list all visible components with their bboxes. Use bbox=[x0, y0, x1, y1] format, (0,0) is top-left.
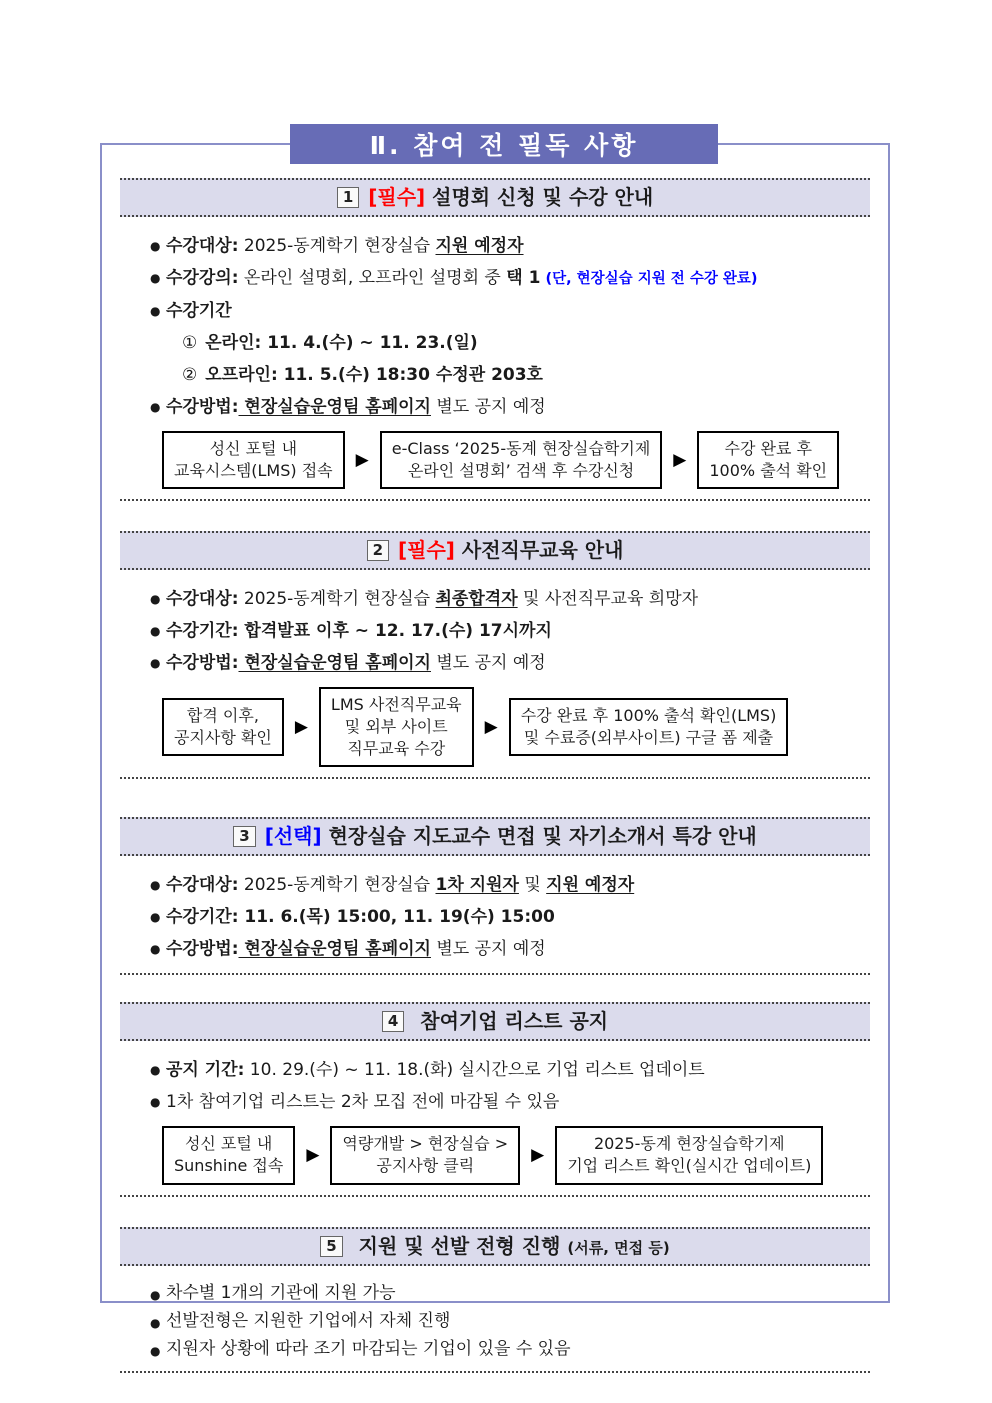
bullet-icon: ● bbox=[150, 592, 161, 607]
section-2-bullet-list bbox=[120, 583, 870, 679]
bullet-course: ● 수강강의: 온라인 설명회, 오프라인 설명회 중 택 1 (단, 현장실습 지원 전 수강 완료) bbox=[150, 262, 870, 295]
sub-item-online: ① 온라인: 11. 4.(수) ~ 11. 23.(일) bbox=[182, 333, 478, 353]
section-1-title: 설명회 신청 및 수강 안내 bbox=[425, 185, 654, 209]
arrow-right-icon: ▶ bbox=[306, 1144, 320, 1165]
section-2-header bbox=[120, 531, 870, 570]
section-4-title: 참여기업 리스트 공지 bbox=[413, 1009, 609, 1034]
section-3-optional-tag: [선택] bbox=[264, 824, 322, 849]
arrow-right-icon: ▶ bbox=[294, 716, 308, 737]
section-5-header bbox=[120, 1227, 870, 1266]
bullet-icon: ● bbox=[150, 1063, 161, 1078]
bullet-icon: ● bbox=[150, 656, 161, 671]
arrow-right-icon: ▶ bbox=[673, 449, 687, 470]
arrow-right-icon: ▶ bbox=[531, 1144, 545, 1165]
bullet-selection: ● 선발전형은 지원한 기업에서 자체 진행 bbox=[150, 1307, 870, 1335]
section-3-header bbox=[120, 817, 870, 856]
bullet-icon: ● bbox=[150, 942, 161, 957]
bullet-icon: ● bbox=[150, 304, 161, 318]
section-1-flow-diagram bbox=[162, 431, 870, 489]
flow-step-3: 수강 완료 후 100% 출석 확인(LMS) 및 수료증(외부사이트) 구글 폼 제출 bbox=[509, 698, 789, 756]
bullet-icon: ● bbox=[150, 878, 161, 893]
section-1-header bbox=[120, 178, 870, 217]
bullet-list-note: ● 1차 참여기업 리스트는 2차 모집 전에 마감될 수 있음 bbox=[150, 1086, 870, 1118]
flow-step-1: 합격 이후, 공지사항 확인 bbox=[162, 698, 284, 756]
bullet-icon: ● bbox=[150, 1095, 161, 1110]
document-title-banner bbox=[290, 124, 718, 164]
bullet-early-close: ● 지원자 상황에 따라 조기 마감되는 기업이 있을 수 있음 bbox=[150, 1335, 870, 1363]
section-3-title: 현장실습 지도교수 면접 및 자기소개서 특강 안내 bbox=[321, 824, 757, 849]
section-1-required-tag: [필수] bbox=[368, 185, 426, 209]
flow-step-3: 2025-동계 현장실습학기제 기업 리스트 확인(실시간 업데이트) bbox=[555, 1126, 823, 1184]
bullet-apply-limit: ● 차수별 1개의 기관에 지원 가능 bbox=[150, 1279, 870, 1307]
bullet-icon: ● bbox=[150, 239, 161, 253]
bullet-icon: ● bbox=[150, 271, 161, 285]
section-5-title: 지원 및 선발 전형 진행 bbox=[351, 1233, 568, 1258]
document-frame bbox=[100, 143, 890, 1359]
section-2-title: 사전직무교육 안내 bbox=[454, 538, 624, 563]
flow-step-2: 역량개발 > 현장실습 > 공지사항 클릭 bbox=[330, 1126, 520, 1184]
section-2 bbox=[120, 531, 870, 779]
section-1-bullet-list bbox=[120, 230, 870, 423]
flow-step-1: 성신 포털 내 교육시스템(LMS) 접속 bbox=[162, 431, 345, 489]
section-5 bbox=[120, 1227, 870, 1373]
section-5-bullet-list bbox=[120, 1279, 870, 1363]
section-divider bbox=[120, 1371, 870, 1373]
section-3-bullet-list bbox=[120, 869, 870, 965]
bullet-icon: ● bbox=[150, 624, 161, 639]
section-4-flow-diagram bbox=[162, 1126, 870, 1184]
bullet-icon: ● bbox=[150, 1315, 161, 1330]
bullet-icon: ● bbox=[150, 910, 161, 925]
section-2-flow-diagram bbox=[162, 687, 870, 767]
bullet-target: ● 수강대상: 2025-동계학기 현장실습 지원 예정자 bbox=[150, 230, 870, 262]
arrow-right-icon: ▶ bbox=[355, 449, 369, 470]
section-1 bbox=[120, 178, 870, 501]
circled-1-icon: ① bbox=[182, 333, 198, 353]
section-4-bullet-list bbox=[120, 1054, 870, 1118]
sub-item-offline: ② 오프라인: 11. 5.(수) 18:30 수정관 203호 bbox=[182, 365, 543, 385]
blue-note: (단, 현장실습 지원 전 수강 완료) bbox=[540, 271, 758, 287]
section-1-number-box: 1 bbox=[337, 187, 359, 208]
bullet-method: ● 수강방법: 현장실습운영팀 홈페이지 별도 공지 예정 bbox=[150, 647, 870, 679]
section-5-title-suffix: (서류, 면접 등) bbox=[567, 1238, 670, 1257]
section-3 bbox=[120, 817, 870, 975]
bullet-target: ● 수강대상: 2025-동계학기 현장실습 1차 지원자 및 지원 예정자 bbox=[150, 869, 870, 901]
bullet-icon: ● bbox=[150, 1287, 161, 1302]
flow-step-1: 성신 포털 내 Sunshine 접속 bbox=[162, 1126, 295, 1184]
document-title: Ⅱ. 참여 전 필독 사항 bbox=[369, 131, 639, 160]
section-4-header bbox=[120, 1002, 870, 1041]
bullet-notice-period: ● 공지 기간: 10. 29.(수) ~ 11. 18.(화) 실시간으로 기업 리스트 업데이트 bbox=[150, 1054, 870, 1086]
bullet-method: ● 수강방법: 현장실습운영팀 홈페이지 별도 공지 예정 bbox=[150, 391, 870, 423]
bullet-period: ● 수강기간: 11. 6.(목) 15:00, 11. 19(수) 15:00 bbox=[150, 901, 870, 933]
circled-2-icon: ② bbox=[182, 365, 198, 385]
section-2-required-tag: [필수] bbox=[398, 538, 455, 563]
section-2-number-box: 2 bbox=[367, 540, 389, 561]
flow-step-3: 수강 완료 후 100% 출석 확인 bbox=[697, 431, 839, 489]
section-3-number-box: 3 bbox=[233, 826, 255, 847]
bullet-period: ● 수강기간 bbox=[150, 295, 870, 327]
section-4-number-box: 4 bbox=[382, 1011, 404, 1032]
bullet-icon: ● bbox=[150, 400, 161, 414]
bullet-icon: ● bbox=[150, 1343, 161, 1358]
section-5-number-box: 5 bbox=[320, 1236, 342, 1257]
section-4 bbox=[120, 1002, 870, 1196]
flow-step-2: LMS 사전직무교육 및 외부 사이트 직무교육 수강 bbox=[319, 687, 474, 767]
flow-step-2: e-Class ‘2025-동계 현장실습학기제 온라인 설명회’ 검색 후 수강신청 bbox=[380, 431, 663, 489]
bullet-target: ● 수강대상: 2025-동계학기 현장실습 최종합격자 및 사전직무교육 희망자 bbox=[150, 583, 870, 615]
arrow-right-icon: ▶ bbox=[484, 716, 498, 737]
bullet-method: ● 수강방법: 현장실습운영팀 홈페이지 별도 공지 예정 bbox=[150, 933, 870, 965]
bullet-period: ● 수강기간: 합격발표 이후 ~ 12. 17.(수) 17시까지 bbox=[150, 615, 870, 647]
